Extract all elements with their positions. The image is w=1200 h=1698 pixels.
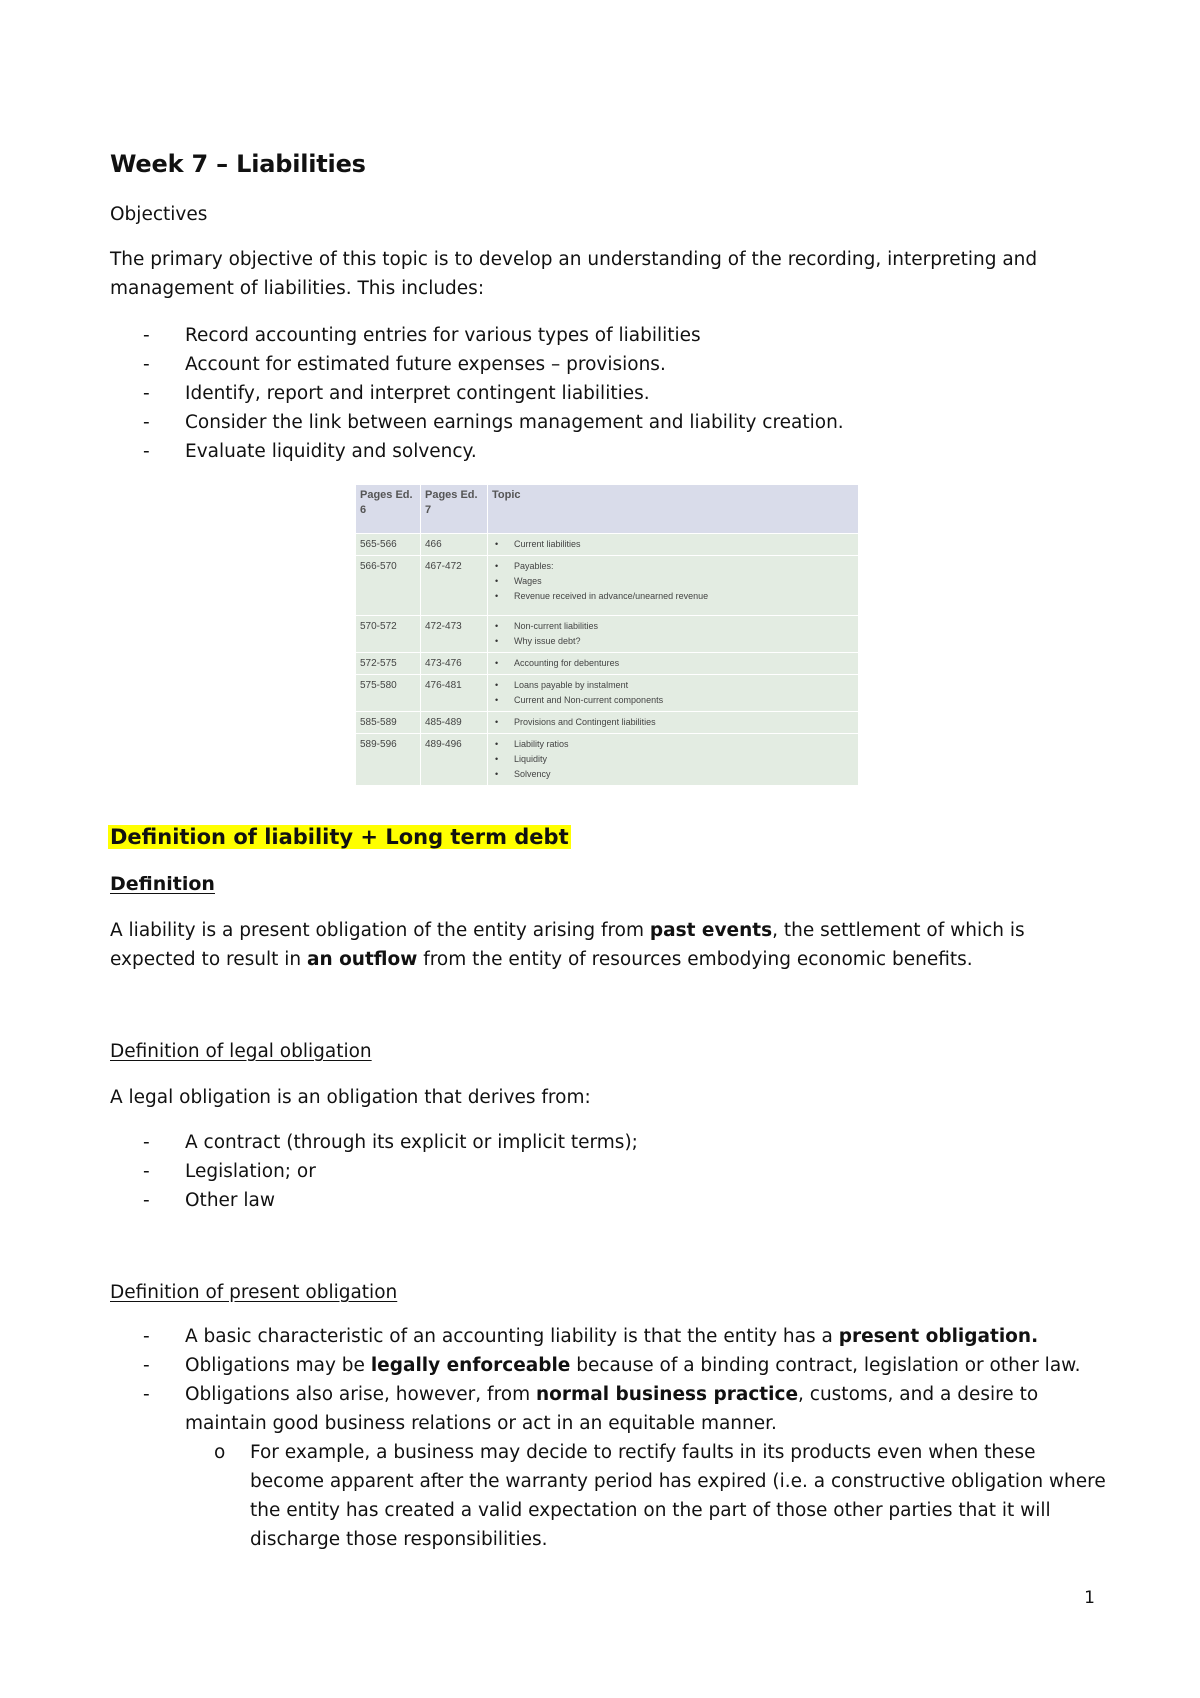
section-heading: Definition of liability + Long term debt — [110, 825, 569, 849]
legal-item-text: A contract (through its explicit or implicit terms); — [185, 1132, 638, 1153]
cell-ed7: 485-489 — [421, 712, 488, 734]
objective-text: Record accounting entries for various types of liabilities — [185, 325, 701, 346]
item-bold: normal business practice — [536, 1384, 799, 1405]
definition-label: Definition — [110, 873, 215, 895]
cell-ed6: 570-572 — [356, 616, 421, 653]
list-item — [110, 1157, 1110, 1186]
topic-item: • Revenue received in advance/unearned revenue — [492, 589, 854, 604]
cell-topic — [488, 734, 859, 786]
list-item — [110, 379, 1110, 408]
item-text: . — [1031, 1326, 1039, 1347]
topic-table — [355, 484, 859, 786]
cell-ed6: 565-566 — [356, 534, 421, 556]
dash-marker: - — [143, 441, 150, 462]
dash-marker: - — [143, 1326, 150, 1347]
table-row — [356, 616, 859, 653]
item-text: Obligations may be — [185, 1355, 371, 1376]
legal-obligation-intro: A legal obligation is an obligation that derives from: — [110, 1087, 591, 1108]
list-item — [110, 1351, 1110, 1380]
objective-text: Identify, report and interpret contingent liabilities. — [185, 383, 650, 404]
definition-paragraph — [110, 916, 1110, 974]
topic-item: • Current and Non-current components — [492, 693, 854, 708]
cell-topic — [488, 675, 859, 712]
legal-obligation-list — [110, 1128, 1110, 1215]
present-obligation-label: Definition of present obligation — [110, 1282, 398, 1303]
legal-obligation-label: Definition of legal obligation — [110, 1041, 372, 1062]
dash-marker: - — [143, 1384, 150, 1405]
cell-ed7: 473-476 — [421, 653, 488, 675]
cell-ed6: 589-596 — [356, 734, 421, 786]
page-title: Week 7 – Liabilities — [110, 150, 366, 178]
list-item — [110, 408, 1110, 437]
list-item — [110, 1128, 1110, 1157]
present-obligation-list — [110, 1322, 1110, 1554]
item-text: , customs, and a desire to maintain good business relations or act in an equitable manner. — [185, 1384, 1039, 1434]
dash-marker: - — [143, 412, 150, 433]
definition-text: from the entity of resources embodying economic benefits. — [417, 949, 973, 970]
cell-ed7: 476-481 — [421, 675, 488, 712]
list-item — [110, 1380, 1110, 1554]
item-text: because of a binding contract, legislation or other law. — [570, 1355, 1081, 1376]
topic-item: • Loans payable by instalment — [492, 678, 854, 693]
definition-bold: past events — [649, 920, 773, 941]
dash-marker: - — [143, 1161, 150, 1182]
table-row — [356, 734, 859, 786]
list-item — [110, 350, 1110, 379]
dash-marker: - — [143, 354, 150, 375]
topic-item: • Non-current liabilities — [492, 619, 854, 634]
list-item — [110, 437, 1110, 466]
header-pages-ed7: Pages Ed. 7 — [421, 485, 488, 534]
table-header-row — [356, 485, 859, 534]
topic-item: • Wages — [492, 574, 854, 589]
definition-bold: an outflow — [306, 949, 418, 970]
legal-item-text: Other law — [185, 1190, 276, 1211]
topic-item: • Current liabilities — [492, 537, 854, 552]
topic-item: • Why issue debt? — [492, 634, 854, 649]
objective-text: Evaluate liquidity and solvency. — [185, 441, 477, 462]
table-row — [356, 534, 859, 556]
list-item — [110, 1322, 1110, 1351]
cell-topic — [488, 653, 859, 675]
sub-list-item — [177, 1438, 1110, 1554]
item-bold: present obligation — [838, 1326, 1032, 1347]
topic-item: • Accounting for debentures — [492, 656, 854, 671]
table-row — [356, 556, 859, 616]
dash-marker: - — [143, 383, 150, 404]
intro-paragraph: The primary objective of this topic is to develop an understanding of the recording, interpreting and management of liabilities. This includes: — [110, 249, 1038, 299]
cell-ed7: 472-473 — [421, 616, 488, 653]
header-topic: Topic — [488, 485, 859, 534]
cell-topic — [488, 556, 859, 616]
cell-ed6: 572-575 — [356, 653, 421, 675]
objectives-list — [110, 321, 1110, 466]
dash-marker: - — [143, 325, 150, 346]
topic-item: • Provisions and Contingent liabilities — [492, 715, 854, 730]
definition-text: , the settlement of which is expected to result in — [110, 920, 1025, 970]
page-number: 1 — [1084, 1588, 1095, 1608]
section-heading-wrap — [108, 823, 571, 851]
cell-topic — [488, 534, 859, 556]
header-pages-ed6: Pages Ed. 6 — [356, 485, 421, 534]
table-row — [356, 712, 859, 734]
objective-text: Consider the link between earnings management and liability creation. — [185, 412, 844, 433]
legal-item-text: Legislation; or — [185, 1161, 316, 1182]
cell-ed6: 575-580 — [356, 675, 421, 712]
cell-topic — [488, 616, 859, 653]
sub-item-text: For example, a business may decide to rectify faults in its products even when these become apparent after the warranty period has expired (i.e. a constructive obligation where the entity has created a valid expectation on the part of those other parties that it will discharge those responsibilities. — [250, 1442, 1106, 1550]
item-text: Obligations also arise, however, from — [185, 1384, 536, 1405]
cell-ed7: 466 — [421, 534, 488, 556]
topic-item: • Payables: — [492, 559, 854, 574]
definition-text: A liability is a present obligation of the entity arising from — [110, 920, 650, 941]
cell-ed6: 585-589 — [356, 712, 421, 734]
dash-marker: - — [143, 1355, 150, 1376]
topic-item: • Liability ratios — [492, 737, 854, 752]
sub-marker: o — [214, 1442, 226, 1463]
list-item — [110, 321, 1110, 350]
table-row — [356, 653, 859, 675]
dash-marker: - — [143, 1132, 150, 1153]
cell-ed7: 467-472 — [421, 556, 488, 616]
table-row — [356, 675, 859, 712]
topic-item: • Liquidity — [492, 752, 854, 767]
objective-text: Account for estimated future expenses – provisions. — [185, 354, 666, 375]
cell-ed6: 566-570 — [356, 556, 421, 616]
cell-ed7: 489-496 — [421, 734, 488, 786]
item-bold: legally enforceable — [370, 1355, 571, 1376]
list-item — [110, 1186, 1110, 1215]
cell-topic — [488, 712, 859, 734]
item-text: A basic characteristic of an accounting liability is that the entity has a — [185, 1326, 839, 1347]
objectives-label: Objectives — [110, 204, 208, 225]
dash-marker: - — [143, 1190, 150, 1211]
topic-item: • Solvency — [492, 767, 854, 782]
